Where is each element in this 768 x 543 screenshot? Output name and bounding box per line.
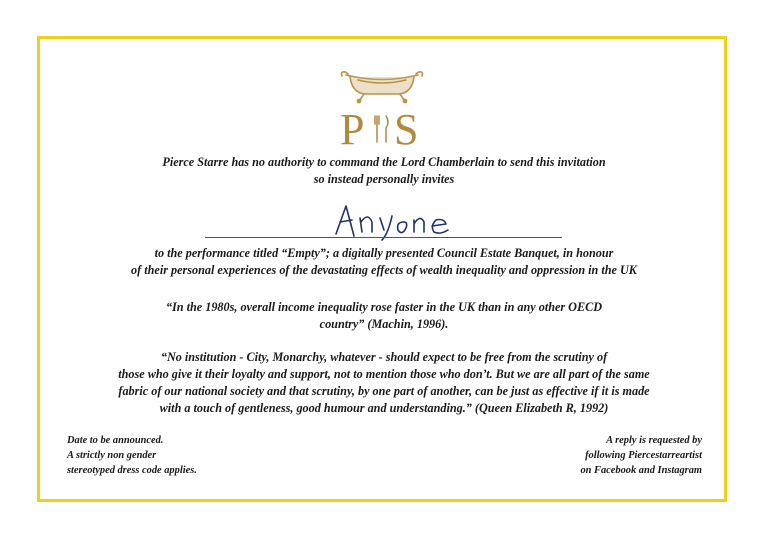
quote-machin <box>40 299 728 333</box>
quote-line: with a touch of gentleness, good humour and understanding.” (Queen Elizabeth R, 1992) <box>159 401 609 415</box>
footer-line: A reply is requested by <box>606 435 702 446</box>
performance-line: of their personal experiences of the devastating effects of wealth inequality and oppression in the UK <box>131 263 637 277</box>
quote-line: “In the 1980s, overall income inequality rose faster in the UK than in any other OECD <box>165 300 603 314</box>
quote-line: those who give it their loyalty and support, not to mention those who don’t. But we are all part of the same <box>118 367 650 381</box>
cutlery-icon <box>375 116 388 142</box>
quote-queen <box>40 349 728 417</box>
footer-line: following Piercestarreartist <box>585 450 702 461</box>
signature-line <box>205 237 562 238</box>
monogram-s: S <box>394 105 419 150</box>
footer-line: Date to be announced. <box>67 435 164 446</box>
footer-date-dresscode <box>67 433 197 478</box>
intro-text <box>40 154 728 188</box>
quote-line: fabric of our national society and that scrutiny, by one part of another, can be just as effective if it is made <box>118 384 650 398</box>
footer-line: A strictly non gender <box>67 450 157 461</box>
footer-line: stereotyped dress code applies. <box>67 465 197 476</box>
ps-logo <box>334 58 430 150</box>
performance-text <box>40 245 728 279</box>
intro-line: so instead personally invites <box>313 172 455 186</box>
footer-line: on Facebook and Instagram <box>580 465 702 476</box>
intro-line: Pierce Starre has no authority to command the Lord Chamberlain to send this invitation <box>162 155 606 169</box>
monogram-p: P <box>340 105 365 150</box>
handwritten-signature <box>330 200 470 242</box>
footer-reply <box>580 433 702 478</box>
quote-line: country” (Machin, 1996). <box>319 317 449 331</box>
quote-line: “No institution - City, Monarchy, whatever - should expect to be free from the scrutiny of <box>160 350 608 364</box>
performance-line: to the performance titled “Empty”; a digitally presented Council Estate Banquet, in honour <box>154 246 614 260</box>
bathtub-crest-icon <box>341 72 422 103</box>
